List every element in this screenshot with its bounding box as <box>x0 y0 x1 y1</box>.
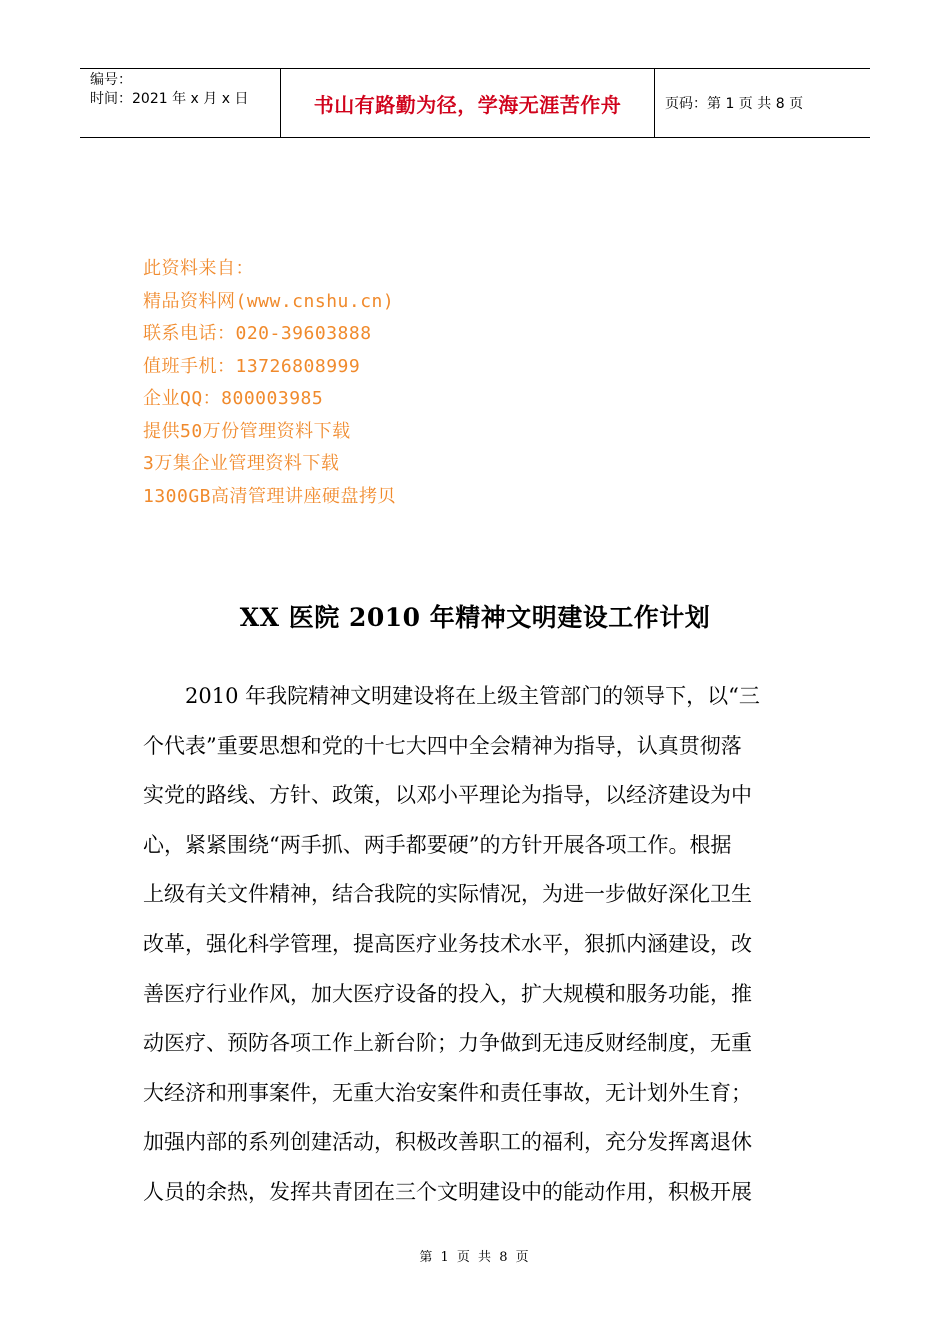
paragraph-line: 人员的余热，发挥共青团在三个文明建设中的能动作用，积极开展 <box>143 1179 752 1204</box>
source-line: 企业QQ：800003985 <box>143 388 324 409</box>
source-line: 联系电话：020-39603888 <box>143 323 372 344</box>
paragraph-line: 善医疗行业作风，加大医疗设备的投入，扩大规模和服务功能，推 <box>143 981 752 1006</box>
paragraph-line: 改革，强化科学管理，提高医疗业务技术水平，狠抓内涵建设，改 <box>143 931 752 956</box>
number-label: 编号： <box>90 72 132 88</box>
source-line: 精品资料网(www.cnshu.cn) <box>143 290 395 312</box>
source-info-block <box>143 253 396 513</box>
paragraph-line: 加强内部的系列创建活动，积极改善职工的福利，充分发挥离退休 <box>143 1130 752 1155</box>
page-footer: 第 1 页 共 8 页 <box>419 1250 531 1265</box>
source-line: 提供50万份管理资料下载 <box>143 420 351 442</box>
header-left-cell <box>80 69 281 137</box>
paragraph-line: 心，紧紧围绕“两手抓、两手都要硬”的方针开展各项工作。根据 <box>143 832 732 857</box>
header-page-info: 页码：第 1 页 共 8 页 <box>665 96 804 112</box>
paragraph-line: 上级有关文件精神，结合我院的实际情况，为进一步做好深化卫生 <box>143 882 752 907</box>
paragraph-line: 动医疗、预防各项工作上新台阶；力争做到无违反财经制度，无重 <box>143 1031 752 1056</box>
time-label: 时间：2021 年 x 月 x 日 <box>90 91 249 107</box>
paragraph-line: 大经济和刑事案件，无重大治安案件和责任事故，无计划外生育； <box>143 1080 752 1105</box>
document-title: XX 医院 2010 年精神文明建设工作计划 <box>239 603 711 632</box>
paragraph-line: 实党的路线、方针、政策，以邓小平理论为指导，以经济建设为中 <box>143 783 752 808</box>
paragraph-line: 2010 年我院精神文明建设将在上级主管部门的领导下，以“三 <box>143 684 760 708</box>
source-line: 此资料来自： <box>143 258 254 279</box>
header-motto: 书山有路勤为径，学海无涯苦作舟 <box>281 69 655 137</box>
source-line: 值班手机：13726808999 <box>143 355 361 377</box>
paragraph-line: 个代表”重要思想和党的十七大四中全会精神为指导，认真贯彻落 <box>143 733 742 758</box>
source-line: 3万集企业管理资料下载 <box>143 453 340 474</box>
header-table <box>80 68 870 138</box>
body-paragraph <box>143 672 798 1218</box>
source-line: 1300GB高清管理讲座硬盘拷贝 <box>143 485 397 507</box>
